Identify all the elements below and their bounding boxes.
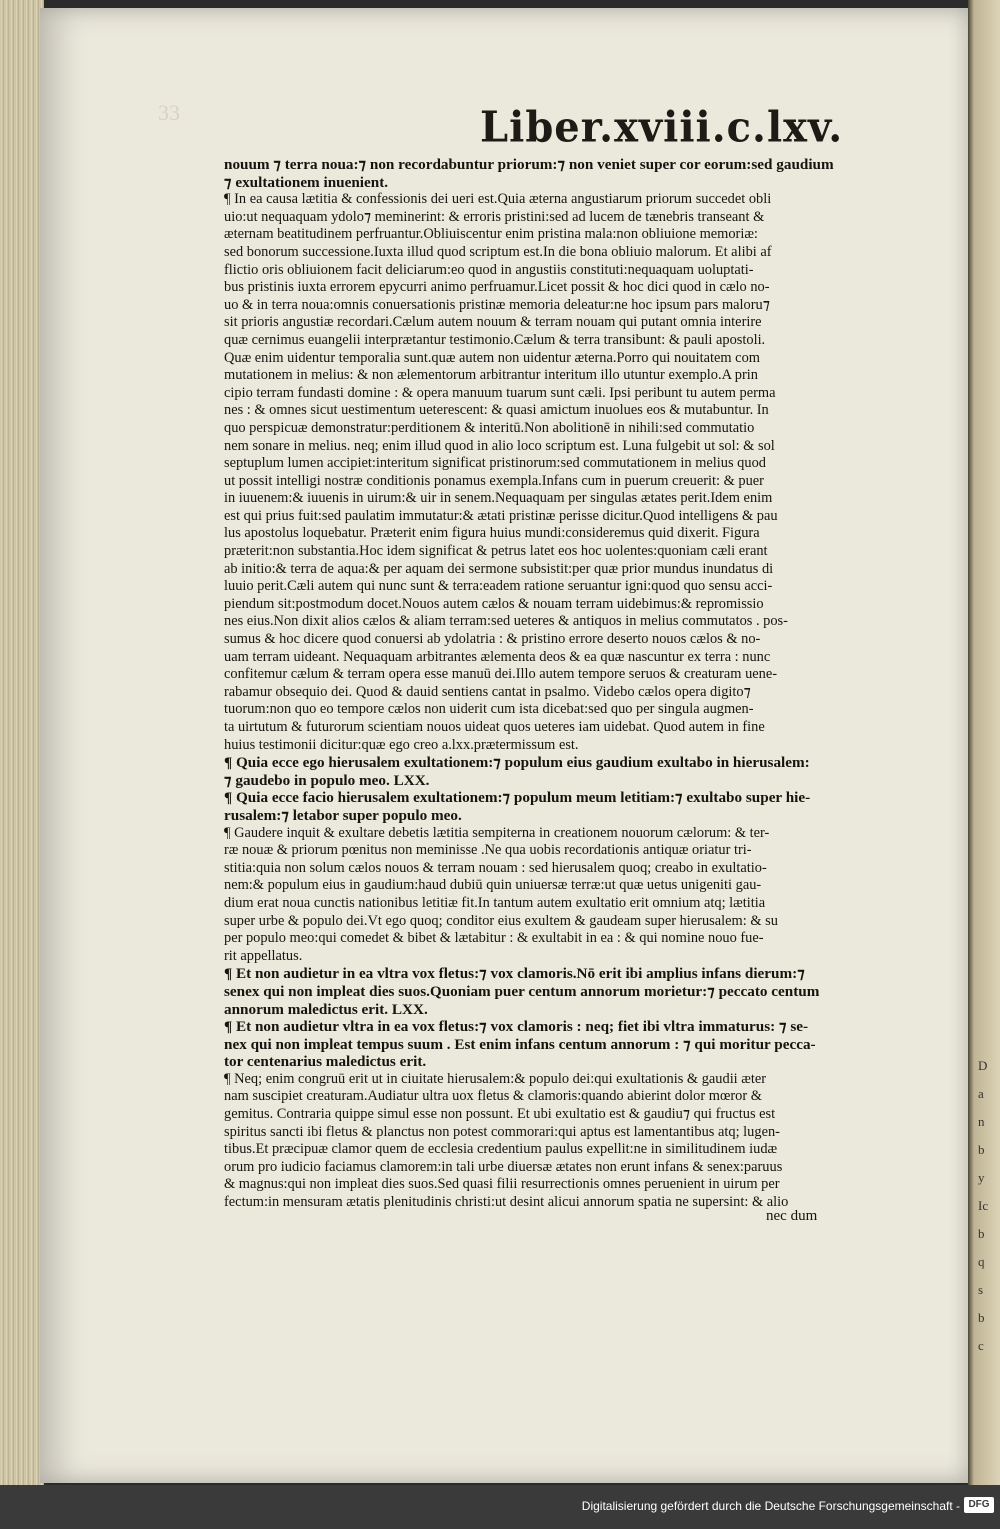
facing-page-glyph: a [978,1086,984,1101]
facing-page-glyph: b [978,1310,985,1325]
text-line: senex qui non impleat dies suos.Quoniam puer centum annorum morietur:⁊ peccato centum [224,982,820,1000]
text-line: ¶ Gaudere inquit & exultare debetis lætitia sempiterna in creationem nouorum cælorum: & ter- [224,824,770,841]
text-line: flictio oris obliuionem facit deliciarum:eo quod in angustiis constituti:nequaquam uoluptati- [224,261,754,278]
text-line: septuplum lumen accipiet:interitum significat pristinorum:sed commutationem in melius quod [224,455,766,472]
text-line: per populo meo:qui comedet & bibet & lætabitur : & exultabit in ea : & qui nomine nouo fue- [224,930,764,947]
text-line: rit appellatus. [224,947,303,964]
facing-page-glyph: b [978,1142,985,1157]
text-line: piendum sit:postmodum docet.Nouos autem cælos & nouam terram uidebimus:& repromissio [224,595,764,612]
text-line: orum pro iudicio faciamus clamorem:in tali urbe diuersæ ætates non erunt infans & senex:paruus [224,1158,783,1175]
text-line: dium erat noua cunctis nationibus letitiæ fit.In tantum autem exultatio erit omnium atq; lætitia [224,894,766,911]
text-line: huius testimonii dicitur:quæ ego creo a.lxx.prætermissum est. [224,736,579,753]
text-line: sumus & hoc dicere quod conuersi ab ydolatria : & pristino errore deserto nouos cælos & no- [224,631,761,648]
text-line: uo & in terra noua:omnis conuersationis pristinæ memoria deleatur:ne hoc ipsum pars maloru⁊ [224,296,770,313]
text-line: super urbe & populo dei.Vt ego quoq; conditor eius exultem & gaudeam super hierusalem: & su [224,912,778,929]
facing-page-glyph: s [978,1282,984,1297]
text-line: tor centenarius maledictus erit. [224,1053,427,1071]
text-line: quo perspicuæ demonstratur:perditionem & interitū.Non abolitionē in nihili:sed commutatio [224,419,755,436]
text-line: ¶ Quia ecce facio hierusalem exultationem:⁊ populum meum letitiam:⁊ exultabo super hie- [224,789,811,807]
text-line: confitemur cælum & terram opera esse manuū dei.Illo autem tempore seruos & creaturam uene- [224,666,778,683]
catchword: nec dum [766,1208,818,1224]
text-line: in iuuenem:& iuuenis in uirum:& uir in senem.Nequaquam per singulas ætates perit.Idem enim [224,490,773,507]
text-line: ¶ In ea causa lætitia & confessionis dei ueri est.Quia æterna angustiarum priorum succedet obli [224,191,772,208]
text-line: ta uirtutum & futurorum scientiam nouos uideat quos ueteres iam uidebat. Quod autem in fine [224,719,765,735]
text-line: ut possit intelligi nostræ conditionis ponamus exempla.Infans cum in puerum creuerit: & puer [224,472,764,489]
facing-page-edge [968,0,1000,1485]
text-line: nem sonare in melius. neq; enim illud quod in alio loco scriptum est. Luna fulgebit ut sol: & sol [224,437,775,454]
footer-bar [0,1485,1000,1529]
text-line: rusalem:⁊ letabor super populo meo. [224,806,462,824]
text-line: nex qui non impleat tempus suum . Est enim infans centum annorum : ⁊ qui moritur pecca- [224,1035,816,1053]
text-line: ¶ Et non audietur in ea vltra vox fletus:⁊ vox clamoris.Nō erit ibi amplius infans dierum:⁊ [224,965,805,983]
facing-page-glyph: D [978,1058,988,1073]
text-line: stitia:quia non solum cælos nouos & terram nouam : sed hierusalem quoq; creabo in exultatio- [224,859,767,876]
text-line: Quæ enim uidentur temporalia sunt.quæ autem non uidentur æterna.Porro qui nouitatem com [224,349,760,366]
text-line: uio:ut nequaquam ydolo⁊ meminerint: & erroris pristini:sed ad lucem de tænebris transeant & [224,208,765,225]
dfg-logo: DFG [964,1497,994,1513]
running-head: Liber.xviii.c.lxv. [480,102,844,153]
text-line: annorum maledictus erit. LXX. [224,1000,428,1018]
text-line: ¶ Quia ecce ego hierusalem exultationem:⁊ populum eius gaudium exultabo in hierusalem: [224,754,810,772]
text-line: nes eius.Non dixit alios cælos & aliam terram:sed ueteres & antiquos in melius commutatos . pos- [224,613,788,630]
facing-page-glyph: Ic [978,1198,989,1213]
book-page-edges [0,0,44,1485]
text-line: tibus.Et præcipuæ clamor quem de ecclesia credentium paulus expellit:ne in similitudinem iudæ [224,1141,778,1158]
facing-page-glyph: b [978,1226,985,1241]
text-line: ab initio:& terra de aqua:& per aquam dei sermone subsistit:per quæ prior mundus inundatus di [224,560,774,577]
text-line: sed bonorum successione.Iuxta illud quod scriptum est.In die bona obliuio malorum. Et alibi af [224,243,772,260]
text-line: nouum ⁊ terra noua:⁊ non recordabuntur priorum:⁊ non veniet super cor eorum:sed gaudium [224,156,834,173]
funding-notice: Digitalisierung gefördert durch die Deutsche Forschungsgemeinschaft - [581,1499,960,1513]
text-line: nes : & omnes sicut uestimentum ueterescent: & quasi amictum inuolues eos & mutabuntur. In [224,402,769,419]
text-line: ⁊ gaudebo in populo meo. LXX. [224,771,430,789]
text-line: spiritus sancti ibi fletus & planctus non potest commorari:qui aptus est lamentantibus atq; lugen- [224,1123,780,1140]
text-line: ⁊ exultationem inuenient. [224,173,389,191]
text-line: luuio perit.Cæli autem qui nunc sunt & terra:eadem ratione seruantur igni:quod quo sensu acci- [224,578,773,595]
text-line: nem:& populum eius in gaudium:haud dubiū quin uniuersæ terræ:ut quæ uetus unigeniti gau- [224,877,762,894]
ghost-folio-number: 33 [158,100,180,125]
text-line: cipio terram fundasti domine : & opera manuum tuarum sunt cæli. Ipsi peribunt tu autem perma [224,384,776,401]
text-line: æternam beatitudinem perfruantur.Obliuiscentur enim pristina mala:non obliuione memoriæ: [224,226,758,243]
text-line: ¶ Et non audietur vltra in ea vox fletus:⁊ vox clamoris : neq; fiet ibi vltra immaturus: ⁊ se- [224,1018,809,1036]
text-line: rabamur obsequio dei. Quod & dauid sentiens cantat in psalmo. Videbo cælos opera digito⁊ [224,683,751,700]
text-line: gemitus. Contraria quippe simul esse non possunt. Et ubi exultatio est & gaudiu⁊ qui fructus est [224,1106,776,1123]
main-text-block [224,156,884,1212]
text-line: uam terram uideant. Nequaquam arbitrantes ælementa deos & ea quæ nascuntur ex terra : nunc [224,648,771,665]
text-line: bus pristinis iuxta errorem epycurri animo perfruamur.Licet possit & hoc dici quod in cælo no- [224,279,770,296]
text-line: tuorum:non quo eo tempore cælos non uiderit cum ista dicebat:sed quo per singula augmen- [224,701,754,718]
facing-page-glyph: y [978,1170,985,1185]
text-line: sit prioris angustiæ recordari.Cælum autem nouum & terram nouam qui putant omnia interire [224,314,762,331]
text-line: ¶ Neq; enim congruū erit ut in ciuitate hierusalem:& populo dei:qui exultationis & gaudii æter [224,1070,767,1087]
facing-page-glyph: q [978,1254,985,1269]
text-line: quæ cernimus euangelii interprætantur testimonio.Cælum & terra transibunt: & pauli apostoli. [224,331,766,348]
text-line: lus apostolus loquebatur. Præterit enim figura huius mundi:consideremus quid dixerit. Figura [224,525,760,542]
facing-page-glyph: c [978,1338,984,1353]
text-line: est qui prius fuit:sed paulatim immutatur:& ætati pristinæ perisse dicitur.Quod intelligens & pau [224,507,778,524]
text-line: nam suscipiet creaturam.Audiatur ultra uox fletus & clamoris:quando abierint dolor mœror & [224,1088,762,1105]
text-line: præterit:non substantia.Hoc idem significat & petrus latet eos hoc uolentes:quoniam cæli erant [224,543,768,560]
facing-page-glyph: n [978,1114,985,1129]
text-line: mutationem in melius: & non ælementorum arbitrantur interitum illo utuntur exemplo.A prin [224,367,758,384]
text-line: & magnus:qui non impleat dies suos.Sed quasi filii resurrectionis omnes peruenient in uirum per [224,1176,780,1193]
text-line: fectum:in mensuram ætatis plenitudinis christi:ut desint alicui annorum spatia ne supersint: & alio [224,1194,789,1211]
text-line: ræ nouæ & priorum pœnitus non meminisse .Ne qua uobis recordationis antiquæ oriatur tri- [224,842,752,859]
